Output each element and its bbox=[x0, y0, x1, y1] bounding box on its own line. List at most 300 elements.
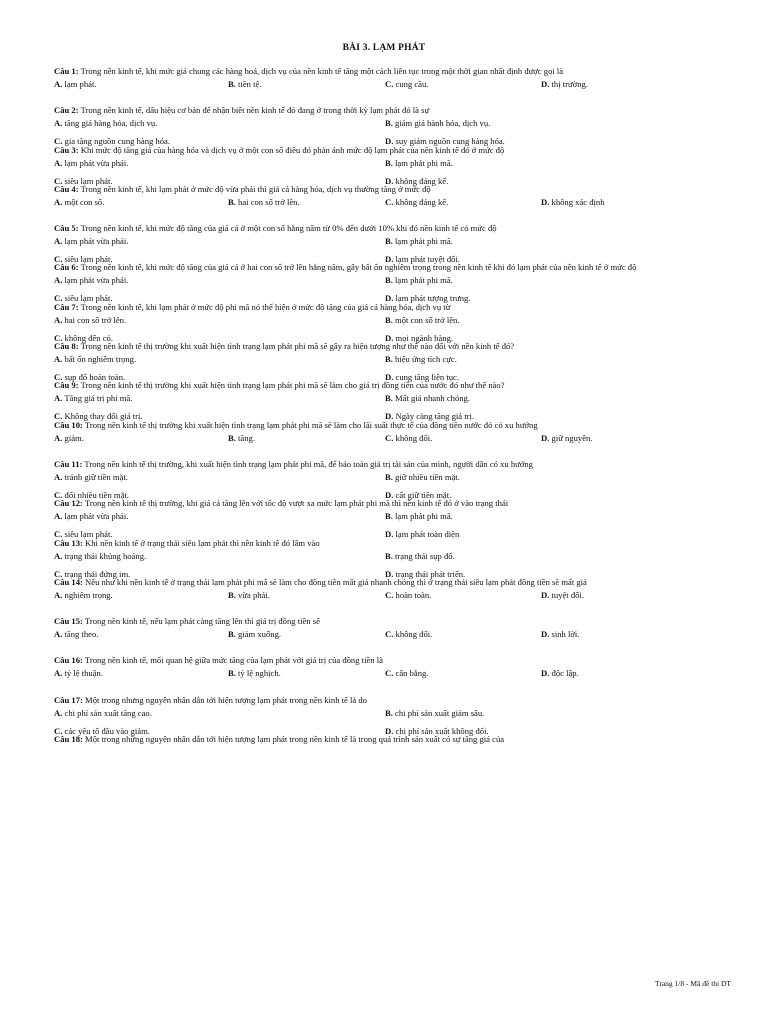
option-text: vừa phải. bbox=[238, 589, 270, 600]
option-text: cung tăng liên tục. bbox=[395, 372, 459, 383]
option-letter: A. bbox=[54, 432, 63, 443]
option-letter: A. bbox=[54, 314, 63, 325]
option-text: suy giảm nguồn cung hàng hóa. bbox=[395, 136, 505, 147]
answer-option bbox=[54, 158, 128, 169]
option-text: không đáng kể. bbox=[395, 175, 449, 186]
question-number: Câu 8: bbox=[54, 341, 79, 352]
option-text: lạm phát tượng trưng. bbox=[395, 293, 471, 304]
option-letter: A. bbox=[54, 157, 63, 168]
option-letter: D. bbox=[385, 254, 394, 265]
option-letter: D. bbox=[541, 668, 550, 679]
option-row bbox=[54, 354, 724, 372]
option-row bbox=[54, 293, 724, 311]
option-row bbox=[54, 490, 724, 508]
answer-options bbox=[54, 118, 724, 154]
answer-option bbox=[385, 726, 489, 737]
option-row bbox=[54, 197, 724, 212]
answer-option bbox=[54, 236, 128, 247]
question-number: Câu 4: bbox=[54, 183, 79, 194]
question-item bbox=[54, 105, 724, 147]
question-number: Câu 1: bbox=[54, 66, 79, 76]
option-row bbox=[54, 726, 724, 744]
option-text: đổi nhiều tiền mặt. bbox=[64, 489, 129, 500]
option-letter: A. bbox=[54, 471, 63, 482]
option-letter: C. bbox=[54, 489, 63, 500]
option-row bbox=[54, 315, 724, 333]
answer-option bbox=[54, 79, 97, 90]
question-text bbox=[54, 223, 724, 236]
option-text: lạm phát. bbox=[64, 79, 97, 89]
option-letter: B. bbox=[228, 196, 236, 207]
option-row bbox=[54, 254, 724, 272]
option-row bbox=[54, 79, 724, 94]
option-row bbox=[54, 176, 724, 194]
option-row bbox=[54, 118, 724, 136]
option-letter: A. bbox=[54, 707, 63, 718]
option-text: giảm. bbox=[64, 432, 84, 443]
question-list bbox=[54, 66, 724, 773]
option-text: lạm phát vừa phải. bbox=[64, 157, 129, 168]
option-letter: B. bbox=[228, 432, 236, 443]
option-letter: C. bbox=[54, 725, 63, 736]
option-row bbox=[54, 551, 724, 569]
option-text: chi phí sản xuất giảm sâu. bbox=[395, 707, 485, 718]
option-text: lạm phát phi mã. bbox=[395, 511, 453, 522]
option-letter: A. bbox=[54, 393, 63, 404]
answer-option bbox=[54, 315, 126, 326]
option-text: tránh giữ tiền mặt. bbox=[64, 471, 128, 482]
option-letter: A. bbox=[54, 550, 63, 561]
option-text: cất giữ tiền mặt. bbox=[395, 489, 452, 500]
option-letter: C. bbox=[54, 568, 63, 579]
answer-options bbox=[54, 236, 724, 272]
answer-option bbox=[541, 590, 584, 601]
answer-option bbox=[385, 236, 453, 247]
answer-option bbox=[385, 529, 459, 540]
option-row bbox=[54, 275, 724, 293]
option-letter: C. bbox=[54, 529, 63, 540]
option-letter: D. bbox=[541, 629, 550, 640]
answer-option bbox=[385, 393, 470, 404]
option-row bbox=[54, 411, 724, 429]
answer-option bbox=[54, 275, 128, 286]
option-letter: B. bbox=[385, 354, 393, 365]
option-letter: B. bbox=[385, 707, 393, 718]
answer-options bbox=[54, 354, 724, 390]
question-stem: Trong nền kinh tế thị trường, khi xuất hiện tình trạng lạm phát phi mã, để bảo toàn giá trị tài sản của mình, người dân có xu hướng bbox=[84, 458, 533, 469]
option-letter: C. bbox=[385, 432, 394, 443]
answer-option bbox=[54, 197, 104, 208]
option-row bbox=[54, 393, 724, 411]
question-number: Câu 2: bbox=[54, 105, 79, 116]
option-text: Không thay đổi giá trị. bbox=[64, 411, 143, 422]
answer-option bbox=[54, 590, 113, 601]
option-text: trạng thái sụp đổ. bbox=[395, 550, 455, 561]
answer-option bbox=[385, 433, 432, 444]
answer-option bbox=[54, 726, 150, 737]
option-letter: A. bbox=[54, 589, 63, 600]
option-text: nghiêm trọng. bbox=[64, 589, 113, 600]
option-letter: A. bbox=[54, 668, 63, 679]
option-text: một con số trở lên. bbox=[395, 314, 460, 325]
question-number: Câu 15: bbox=[54, 616, 83, 627]
answer-option bbox=[385, 490, 451, 501]
answer-option bbox=[541, 79, 588, 90]
option-letter: B. bbox=[228, 79, 236, 89]
answer-option bbox=[54, 551, 146, 562]
question-number: Câu 14: bbox=[54, 576, 83, 587]
option-letter: D. bbox=[385, 293, 394, 304]
option-text: trạng thái khủng hoảng. bbox=[64, 550, 147, 561]
answer-option bbox=[385, 569, 465, 580]
answer-option bbox=[54, 511, 128, 522]
answer-option bbox=[385, 668, 428, 679]
question-stem: Khi mức độ tăng giá của hàng hóa và dịch vụ ở một con số điều đó phản ánh mức độ lạm phát của nền kinh tế đó ở mức độ bbox=[80, 144, 505, 155]
answer-option bbox=[54, 569, 130, 580]
answer-option bbox=[228, 668, 281, 679]
option-letter: B. bbox=[385, 511, 393, 522]
question-stem: Một trong những nguyên nhân dẫn tới hiện tượng lạm phát trong nền kinh tế là trong quá trình sản xuất có sự tăng giá của bbox=[85, 734, 505, 745]
option-row bbox=[54, 158, 724, 176]
answer-option bbox=[54, 333, 113, 344]
option-text: không đáng kể. bbox=[395, 196, 449, 207]
option-row bbox=[54, 472, 724, 490]
option-row bbox=[54, 433, 724, 448]
answer-option bbox=[385, 372, 459, 383]
option-row bbox=[54, 708, 724, 726]
answer-option bbox=[54, 118, 157, 129]
option-text: Tăng giá trị phi mã. bbox=[64, 393, 133, 404]
question-number: Câu 6: bbox=[54, 262, 79, 273]
answer-option bbox=[54, 708, 152, 719]
option-text: không đến có. bbox=[64, 332, 113, 343]
option-letter: A. bbox=[54, 118, 63, 129]
question-number: Câu 12: bbox=[54, 498, 83, 509]
option-row bbox=[54, 529, 724, 547]
option-letter: C. bbox=[385, 589, 394, 600]
question-stem: Trong nền kinh tế, nếu lạm phát càng tăng lên thì giá trị đồng tiền sẽ bbox=[84, 616, 320, 627]
question-stem: Trong nền kinh tế, khi mức độ tăng của giá cả ở hai con số trở lên hằng năm, gây bất ổn nghiêm trọng trong nền kinh tế khi đó lạm phát của nền kinh tế ở mức độ bbox=[80, 262, 637, 273]
answer-option bbox=[541, 433, 592, 444]
answer-option bbox=[54, 433, 84, 444]
option-letter: B. bbox=[385, 393, 393, 404]
question-number: Câu 17: bbox=[54, 694, 83, 705]
option-text: hoàn toàn. bbox=[395, 589, 432, 600]
option-text: tăng. bbox=[238, 432, 255, 443]
option-text: lạm phát tuyệt đối. bbox=[395, 254, 460, 265]
question-number: Câu 5: bbox=[54, 223, 79, 234]
option-text: các yếu tố đầu vào giảm. bbox=[64, 725, 150, 736]
option-letter: B. bbox=[385, 275, 393, 286]
question-stem: Trong nền kinh tế, mối quan hệ giữa mức tăng của lạm phát với giá trị của đồng tiền là bbox=[84, 655, 383, 666]
answer-option bbox=[54, 472, 128, 483]
question-number: Câu 3: bbox=[54, 144, 79, 155]
option-letter: D. bbox=[541, 432, 550, 443]
option-letter: C. bbox=[54, 175, 63, 186]
option-text: giữ nhiều tiền mặt. bbox=[395, 471, 460, 482]
answer-option bbox=[385, 354, 457, 365]
answer-option bbox=[385, 136, 505, 147]
answer-options bbox=[54, 158, 724, 194]
option-letter: B. bbox=[385, 550, 393, 561]
answer-option bbox=[54, 354, 136, 365]
option-text: tăng giá hàng hóa, dịch vụ. bbox=[64, 118, 158, 129]
option-text: bất ổn nghiêm trọng. bbox=[64, 354, 137, 365]
answer-option bbox=[228, 629, 281, 640]
option-text: chi phí sản xuất không đổi. bbox=[395, 725, 489, 736]
option-text: trạng thái đứng im. bbox=[64, 568, 131, 579]
option-letter: D. bbox=[385, 332, 394, 343]
option-text: sụp đổ hoàn toàn. bbox=[64, 372, 126, 383]
option-text: tiền tệ. bbox=[238, 79, 262, 89]
answer-option bbox=[385, 472, 460, 483]
option-text: siêu lạm phát. bbox=[64, 293, 113, 304]
question-text bbox=[54, 616, 724, 629]
option-letter: B. bbox=[228, 589, 236, 600]
option-text: lạm phát vừa phải. bbox=[64, 511, 129, 522]
question-stem: Trong nền kinh tế thị trường khi xuất hiện tình trạng lạm phát phi mã sẽ gây ra hiện tượng như thế nào đối với nền kinh tế đó? bbox=[80, 341, 515, 352]
option-text: Ngày càng tăng giá trị. bbox=[395, 411, 475, 422]
question-text bbox=[54, 459, 724, 472]
answer-options bbox=[54, 590, 724, 605]
option-letter: A. bbox=[54, 629, 63, 640]
option-text: không đổi. bbox=[395, 432, 433, 443]
option-letter: D. bbox=[541, 196, 550, 207]
option-text: độc lập. bbox=[551, 668, 579, 679]
option-letter: D. bbox=[541, 589, 550, 600]
option-row bbox=[54, 236, 724, 254]
option-letter: C. bbox=[54, 293, 63, 304]
question-stem: Trong nền kinh tế, khi lạm phát ở mức độ phi mã nó thể hiện ở mức độ tăng của giá cả hàng hóa, dịch vụ từ bbox=[80, 301, 451, 312]
option-text: tuyệt đối. bbox=[551, 589, 584, 600]
question-stem: Trong nền kinh tế thị trường, khi giá cả tăng lên với tốc độ vượt xa mức lạm phát phi mã thì nền kinh tế đó ở vào trạng thái bbox=[84, 498, 509, 509]
answer-options bbox=[54, 433, 724, 448]
option-letter: D. bbox=[385, 725, 394, 736]
answer-option bbox=[385, 629, 432, 640]
option-letter: D. bbox=[385, 529, 394, 540]
option-letter: D. bbox=[385, 568, 394, 579]
option-letter: C. bbox=[54, 332, 63, 343]
answer-option bbox=[54, 490, 129, 501]
answer-option bbox=[385, 254, 460, 265]
question-stem: Trong nền kinh tế thị trường khi xuất hiện tình trạng lạm phát phi mã sẽ làm cho giá trị đồng tiền của nước đó như thế nào? bbox=[80, 380, 505, 391]
question-stem: Trong nền kinh tế thị trường khi xuất hiện tình trạng lạm phát phi mã sẽ làm cho lãi suất thực tế của đồng tiền nước đó có xu hướng bbox=[84, 419, 538, 430]
option-text: không xác định bbox=[551, 196, 605, 207]
option-text: lạm phát phi mã. bbox=[395, 157, 453, 168]
answer-options bbox=[54, 472, 724, 508]
question-item bbox=[54, 655, 724, 694]
option-letter: D. bbox=[385, 175, 394, 186]
option-row bbox=[54, 629, 724, 644]
question-item bbox=[54, 223, 724, 265]
option-text: lạm phát phi mã. bbox=[395, 236, 453, 247]
answer-option bbox=[541, 668, 579, 679]
answer-option bbox=[385, 118, 490, 129]
answer-option bbox=[385, 197, 448, 208]
option-text: giữ nguyên. bbox=[551, 432, 593, 443]
answer-options bbox=[54, 551, 724, 587]
option-letter: C. bbox=[54, 411, 63, 422]
option-row bbox=[54, 136, 724, 154]
option-text: lạm phát phi mã. bbox=[395, 275, 453, 286]
option-letter: A. bbox=[54, 196, 63, 207]
option-letter: D. bbox=[385, 372, 394, 383]
option-text: cung cầu. bbox=[395, 79, 429, 89]
option-text: chi phí sản xuất tăng cao. bbox=[64, 707, 152, 718]
question-text bbox=[54, 695, 724, 708]
option-text: không đổi. bbox=[395, 629, 433, 640]
option-letter: B. bbox=[385, 157, 393, 168]
answer-option bbox=[54, 372, 125, 383]
answer-option bbox=[54, 629, 98, 640]
page-title: BÀI 3. LẠM PHÁT bbox=[342, 43, 426, 53]
answer-option bbox=[385, 333, 453, 344]
answer-option bbox=[385, 176, 448, 187]
answer-option bbox=[541, 197, 605, 208]
option-text: lạm phát toàn diện bbox=[395, 529, 460, 540]
answer-options bbox=[54, 511, 724, 547]
answer-option bbox=[54, 393, 132, 404]
option-letter: B. bbox=[385, 118, 393, 129]
option-row bbox=[54, 372, 724, 390]
answer-option bbox=[54, 668, 103, 679]
option-text: siêu lạm phát. bbox=[64, 175, 113, 186]
question-text bbox=[54, 105, 724, 118]
option-letter: D. bbox=[385, 411, 394, 422]
option-row bbox=[54, 333, 724, 351]
answer-options bbox=[54, 197, 724, 212]
answer-option bbox=[54, 176, 113, 187]
option-text: siêu lạm phát. bbox=[64, 254, 113, 265]
option-letter: C. bbox=[54, 254, 63, 265]
option-letter: A. bbox=[54, 511, 63, 522]
option-text: tỷ lệ thuận. bbox=[64, 668, 103, 679]
answer-options bbox=[54, 708, 724, 744]
page-footer: Trang 1/8 - Mã đề thi DT bbox=[655, 979, 731, 988]
question-number: Câu 11: bbox=[54, 458, 83, 469]
question-text bbox=[54, 655, 724, 668]
option-text: lạm phát vừa phải. bbox=[64, 236, 129, 247]
answer-option bbox=[385, 708, 484, 719]
option-text: hai con số trở lên. bbox=[64, 314, 127, 325]
option-letter: D. bbox=[541, 79, 550, 89]
answer-option bbox=[541, 629, 579, 640]
option-text: Mất giá nhanh chóng. bbox=[395, 393, 470, 404]
answer-option bbox=[228, 79, 261, 90]
answer-option bbox=[385, 315, 460, 326]
option-text: tăng theo. bbox=[64, 629, 99, 640]
option-text: sinh lời. bbox=[551, 629, 580, 640]
option-letter: C. bbox=[385, 79, 394, 89]
answer-options bbox=[54, 393, 724, 429]
question-item bbox=[54, 695, 724, 734]
option-letter: C. bbox=[385, 668, 394, 679]
option-text: giảm xuống. bbox=[238, 629, 282, 640]
answer-option bbox=[54, 254, 113, 265]
question-item bbox=[54, 616, 724, 655]
option-text: siêu lạm phát. bbox=[64, 529, 113, 540]
question-number: Câu 16: bbox=[54, 655, 83, 666]
option-letter: D. bbox=[385, 136, 394, 147]
option-letter: D. bbox=[385, 489, 394, 500]
option-row bbox=[54, 511, 724, 529]
option-text: một con số. bbox=[64, 196, 105, 207]
question-number: Câu 7: bbox=[54, 301, 79, 312]
option-row bbox=[54, 569, 724, 587]
option-text: giảm giá hành hóa, dịch vụ. bbox=[395, 118, 491, 129]
answer-option bbox=[54, 293, 113, 304]
answer-option bbox=[385, 511, 453, 522]
answer-option bbox=[385, 590, 431, 601]
answer-option bbox=[385, 275, 453, 286]
option-text: lạm phát vừa phải. bbox=[64, 275, 129, 286]
option-text: tỷ lệ nghịch. bbox=[238, 668, 281, 679]
question-stem: Nếu như khi nền kinh tế ở trạng thái lạm phát phi mã sẽ làm cho đồng tiền mất giá nhanh chóng thì ở trạng thái siêu lạm phát đồng tiền sẽ mất giá bbox=[85, 576, 587, 587]
question-number: Câu 13: bbox=[54, 537, 83, 548]
question-stem: Trong nền kinh tế, khi mức giá chung các hàng hoá, dịch vụ của nền kinh tế tăng một cách liên tục trong một thời gian nhất định được gọi là bbox=[80, 66, 564, 76]
option-letter: C. bbox=[385, 629, 394, 640]
option-letter: C. bbox=[54, 372, 63, 383]
option-letter: B. bbox=[228, 629, 236, 640]
question-number: Câu 10: bbox=[54, 419, 83, 430]
option-letter: C. bbox=[385, 196, 394, 207]
option-letter: B. bbox=[385, 471, 393, 482]
option-text: trạng thái phát triển. bbox=[395, 568, 466, 579]
answer-options bbox=[54, 315, 724, 351]
answer-options bbox=[54, 79, 724, 94]
option-text: mọi ngành hàng. bbox=[395, 332, 454, 343]
question-text bbox=[54, 66, 724, 79]
option-letter: C. bbox=[54, 136, 63, 147]
question-item bbox=[54, 66, 724, 105]
question-stem: Trong nền kinh tế, dấu hiệu cơ bản để nhận biết nền kinh tế đó đang ở trong thời kỳ lạm phát đó là sự bbox=[80, 105, 430, 116]
option-text: thị trường. bbox=[551, 79, 588, 89]
option-letter: A. bbox=[54, 79, 63, 89]
question-stem: Trong nền kinh tế, khi mức độ tăng của giá cả ở một con số hằng năm từ 0% đến dưới 10% khi đó nền kinh tế có mức độ bbox=[80, 223, 497, 234]
option-letter: A. bbox=[54, 236, 63, 247]
option-text: cân bằng. bbox=[395, 668, 429, 679]
option-letter: B. bbox=[385, 236, 393, 247]
question-number: Câu 18: bbox=[54, 734, 83, 745]
option-text: hai con số trở lên. bbox=[238, 196, 300, 207]
option-letter: B. bbox=[228, 668, 236, 679]
option-letter: B. bbox=[385, 314, 393, 325]
answer-option bbox=[385, 411, 474, 422]
answer-option bbox=[54, 529, 113, 540]
answer-options bbox=[54, 629, 724, 644]
answer-option bbox=[54, 136, 170, 147]
answer-option bbox=[385, 79, 428, 90]
question-stem: Một trong nhưng nguyên nhân dẫn tới hiện tượng lạm phát trong nền kinh tế là do bbox=[85, 694, 367, 705]
answer-option bbox=[228, 590, 270, 601]
question-stem: Trong nền kinh tế, khi lạm phát ở mức độ vừa phải thì giá cả hàng hóa, dịch vụ thường tăng ở mức độ bbox=[80, 183, 431, 194]
question-number: Câu 9: bbox=[54, 380, 79, 391]
option-text: hiệu ứng tích cực. bbox=[395, 354, 457, 365]
answer-options bbox=[54, 275, 724, 311]
answer-option bbox=[54, 411, 143, 422]
answer-option bbox=[228, 197, 300, 208]
option-letter: A. bbox=[54, 275, 63, 286]
option-text: gia tăng nguồn cung hàng hóa. bbox=[64, 136, 171, 147]
answer-option bbox=[228, 433, 255, 444]
option-row bbox=[54, 590, 724, 605]
answer-option bbox=[385, 293, 470, 304]
option-row bbox=[54, 668, 724, 683]
option-letter: A. bbox=[54, 354, 63, 365]
answer-options bbox=[54, 668, 724, 683]
question-item bbox=[54, 459, 724, 498]
question-stem: Khi nền kinh tế ở trạng thái siêu lạm phát thì nền kinh tế đó lâm vào bbox=[85, 537, 320, 548]
